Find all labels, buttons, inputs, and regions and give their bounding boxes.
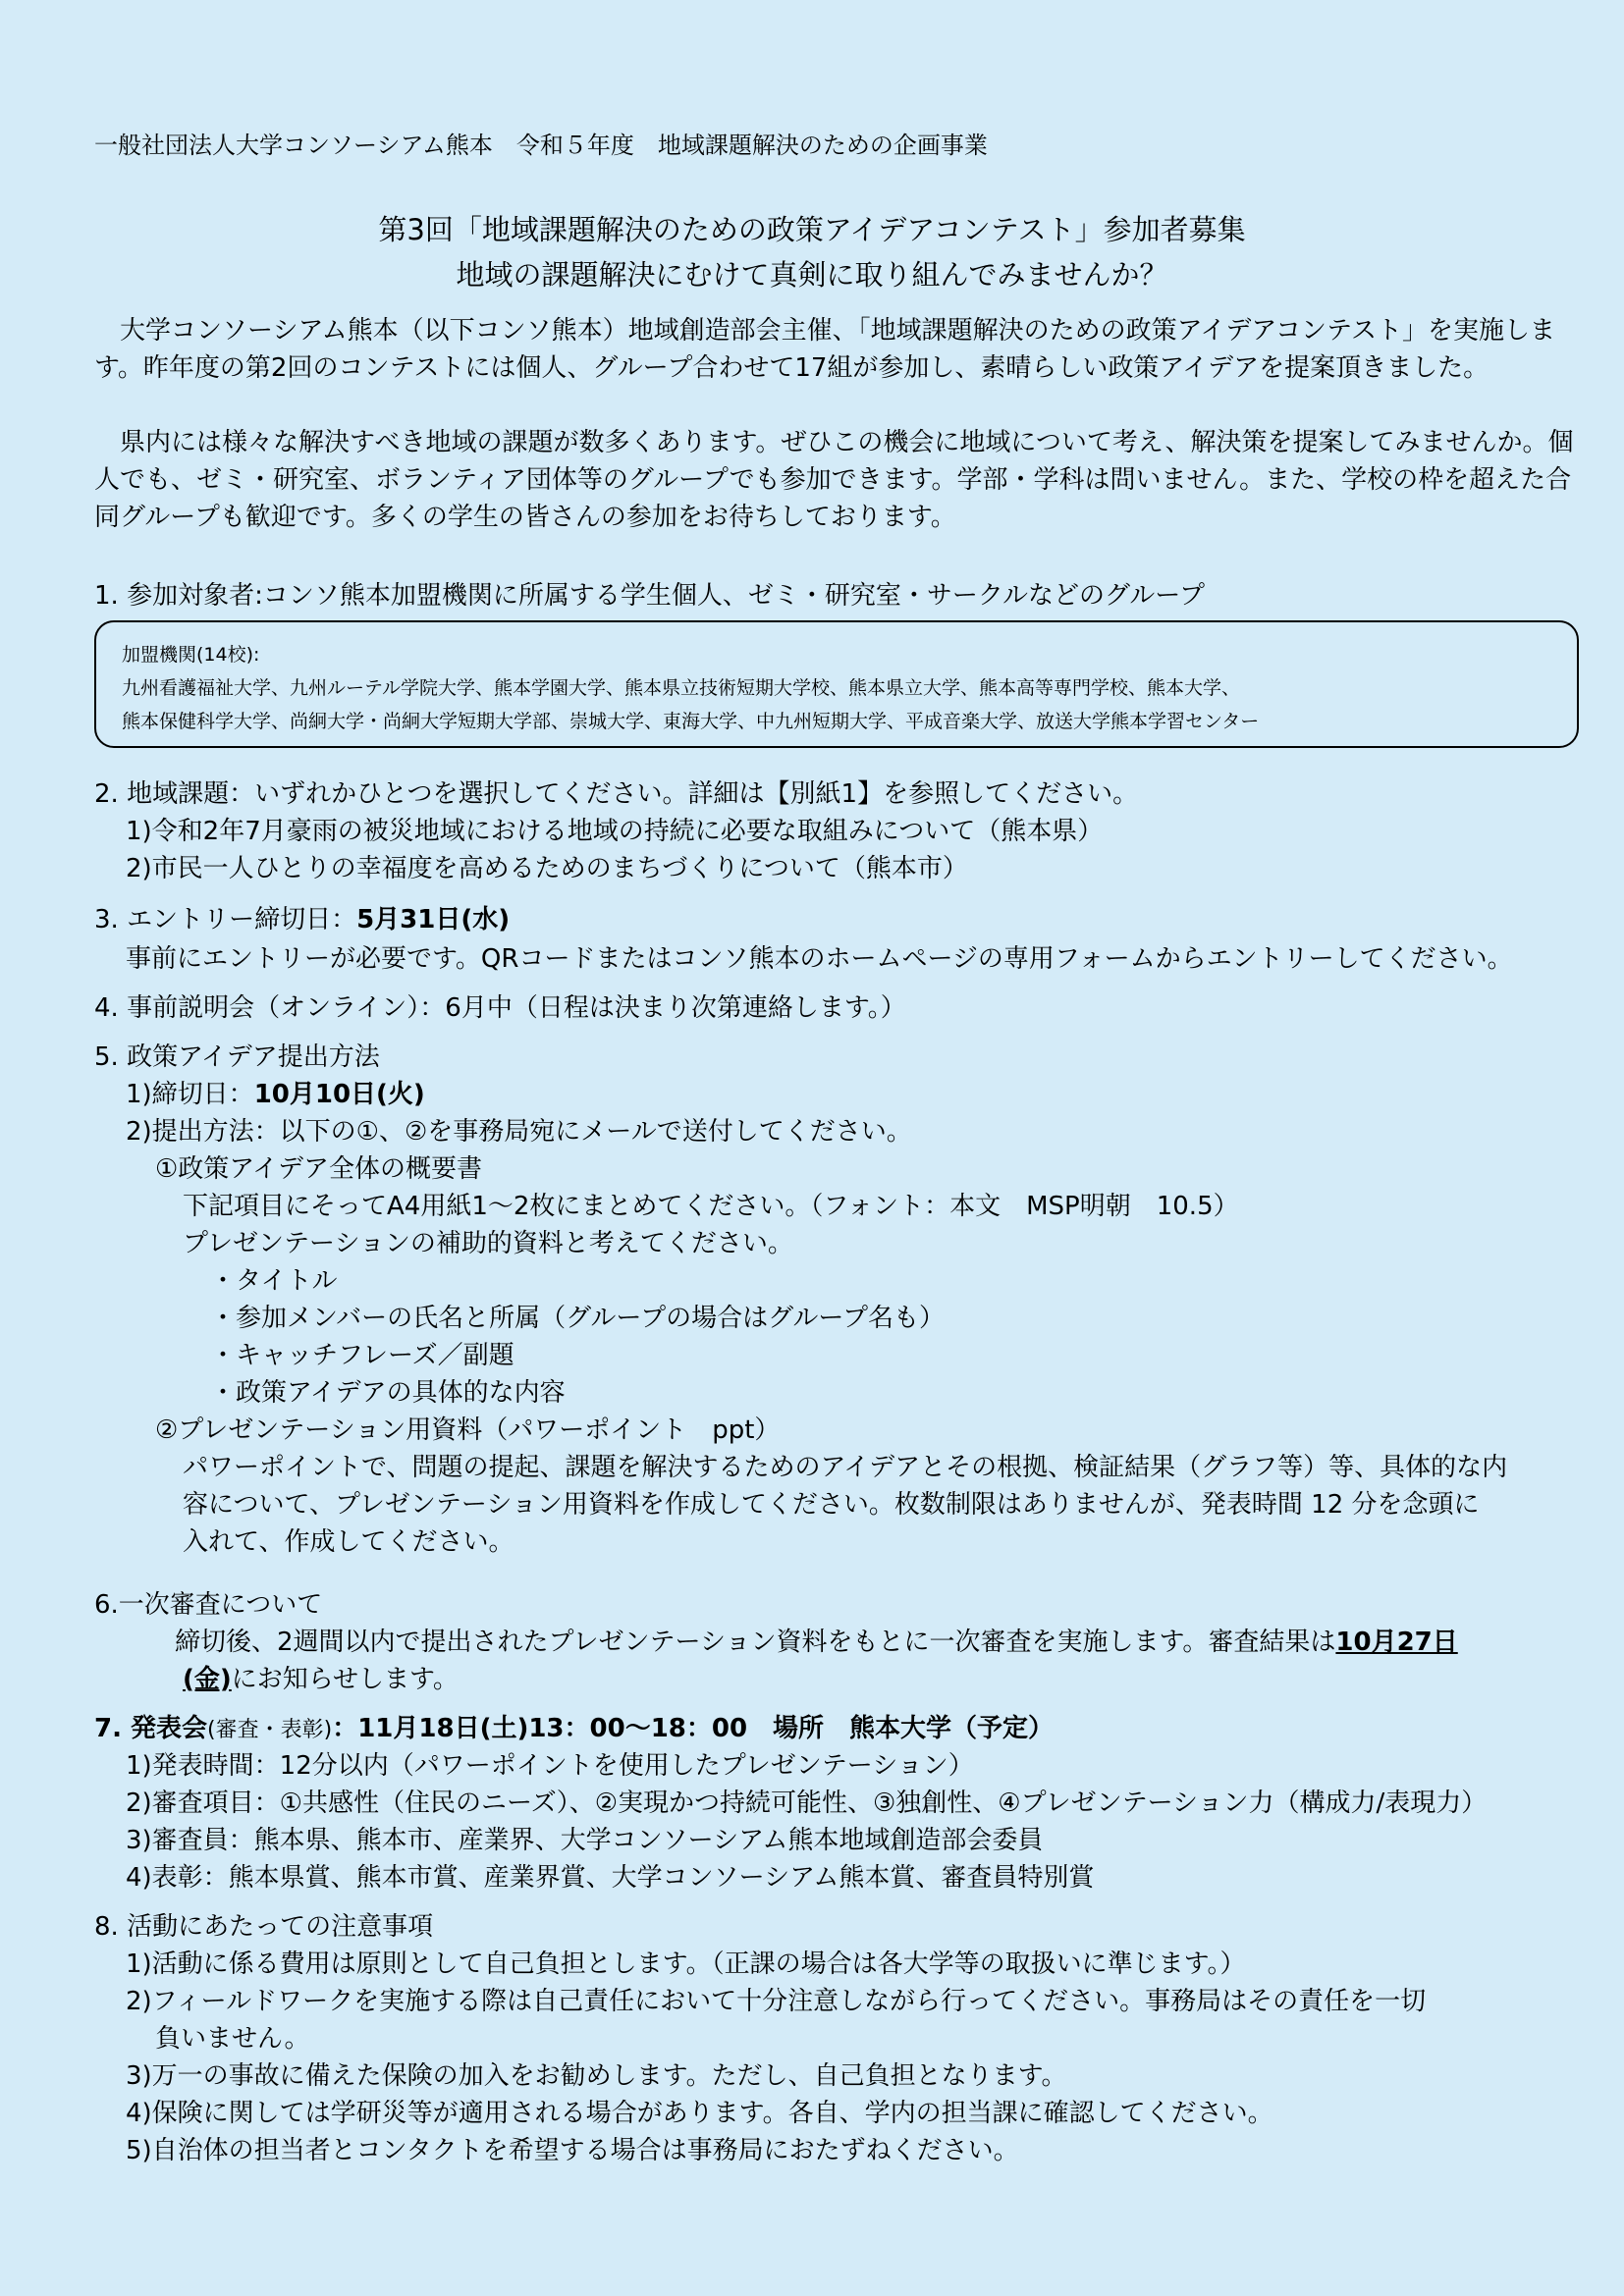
- document-1-title: ①政策アイデア全体の概要書: [155, 1154, 482, 1184]
- document-2-instructions-1: パワーポイントで、問題の提起、課題を解決するためのアイデアとその根拠、検証結果（グラフ等）等、具体的な内: [183, 1453, 1508, 1482]
- section-3-heading: [94, 899, 510, 935]
- screening-text: 締切後、2週間以内で提出されたプレゼンテーション資料をもとに一次審査を実施します。審査結果は: [175, 1628, 1336, 1657]
- notes-item: 2)フィールドワークを実施する際は自己責任において十分注意しながら行ってください。事務局はその責任を一切: [126, 1987, 1427, 2016]
- intro-paragraph-2: 県内には様々な解決すべき地域の課題が数多くあります。ぜひこの機会に地域について考え、解決策を提案してみませんか。個人でも、ゼミ・研究室、ボランティア団体等のグループでも参加できます。学部・学科は問いません。また、学校の枠を超えた合同グループも歓迎です。多くの学生の皆さんの参加をお待ちしております。: [94, 428, 1574, 532]
- intro-paragraph-1: 大学コンソーシアム熊本（以下コンソ熊本）地域創造部会主催、「地域課題解決のための政策アイデアコンテスト」を実施します。昨年度の第2回のコンテストには個人、グループ合わせて17組が参加し、素晴らしい政策アイデアを提案頂きました。: [94, 316, 1555, 383]
- issue-item-1: 1)令和2年7月豪雨の被災地域における地域の持続に必要な取組みについて（熊本県）: [126, 817, 1104, 846]
- member-institutions-line-1: 九州看護福祉大学、九州ルーテル学院大学、熊本学園大学、熊本県立技術短期大学校、熊本県立大学、熊本高等専門学校、熊本大学、: [122, 677, 1241, 699]
- document-1-instructions-1: 下記項目にそってA4用紙1～2枚にまとめてください。（フォント：本文 MSP明朝 10.5）: [183, 1192, 1239, 1221]
- member-institutions-label: 加盟機関(14校):: [122, 644, 260, 666]
- document-1-instructions-2: プレゼンテーションの補助的資料と考えてください。: [183, 1229, 793, 1258]
- member-institutions-line-2: 熊本保健科学大学、尚絅大学・尚絅大学短期大学部、崇城大学、東海大学、中九州短期大学、平成音楽大学、放送大学熊本学習センター: [122, 711, 1260, 732]
- notes-item: 5)自治体の担当者とコンタクトを希望する場合は事務局におたずねください。: [126, 2136, 1019, 2165]
- section-4-heading: 4. 事前説明会（オンライン）：6月中（日程は決まり次第連絡します。）: [94, 993, 906, 1023]
- presentation-date-venue: ：11月18日(土)13：00～18：00 場所 熊本大学（予定）: [332, 1714, 1055, 1743]
- contest-subtitle: 地域の課題解決にむけて真剣に取り組んでみませんか？: [456, 258, 1168, 292]
- submission-method: 2)提出方法：以下の①、②を事務局宛にメールで送付してください。: [126, 1117, 912, 1147]
- entry-instructions: 事前にエントリーが必要です。QRコードまたはコンソ熊本のホームページの専用フォームからエントリーしてください。: [126, 944, 1513, 974]
- section-6-heading: 6.一次審査について: [94, 1590, 323, 1620]
- entry-deadline-label: 3. エントリー締切日：: [94, 905, 357, 934]
- notes-item: 1)活動に係る費用は原則として自己負担とします。（正課の場合は各大学等の取扱いに準じます。）: [126, 1949, 1246, 1979]
- section-1-heading: 1. 参加対象者:コンソ熊本加盟機関に所属する学生個人、ゼミ・研究室・サークルなどのグループ: [94, 581, 1205, 611]
- section-8-heading: 8. 活動にあたっての注意事項: [94, 1912, 434, 1942]
- contest-title: 第3回「地域課題解決のための政策アイデアコンテスト」参加者募集: [378, 213, 1246, 246]
- document-2-instructions-2: 容について、プレゼンテーション用資料を作成してください。枚数制限はありませんが、発表時間 12 分を念頭に: [183, 1490, 1480, 1520]
- notes-item: 3)万一の事故に備えた保険の加入をお勧めします。ただし、自己負担となります。: [126, 2061, 1067, 2091]
- document-1-bullet: ・政策アイデアの具体的な内容: [210, 1378, 566, 1408]
- presentation-item: 3)審査員：熊本県、熊本市、産業界、大学コンソーシアム熊本地域創造部会委員: [126, 1826, 1044, 1855]
- document-2-instructions-3: 入れて、作成してください。: [183, 1527, 514, 1557]
- notes-item: 4)保険に関しては学研災等が適用される場合があります。各自、学内の担当課に確認してください。: [126, 2099, 1273, 2128]
- issue-item-2: 2)市民一人ひとりの幸福度を高めるためのまちづくりについて（熊本市）: [126, 854, 968, 883]
- submission-deadline: [126, 1074, 425, 1110]
- screening-notice: にお知らせします。: [231, 1665, 459, 1694]
- section-5-heading: 5. 政策アイデア提出方法: [94, 1042, 380, 1072]
- document-1-bullet: ・参加メンバーの氏名と所属（グループの場合はグループ名も）: [210, 1304, 946, 1333]
- screening-result-date: 10月27日: [1335, 1628, 1458, 1657]
- presentation-heading-label: 7. 発表会: [94, 1714, 208, 1743]
- notes-item-continuation: 負いません。: [155, 2024, 310, 2054]
- presentation-item: 1)発表時間：12分以内（パワーポイントを使用したプレゼンテーション）: [126, 1751, 974, 1781]
- submission-deadline-date: 10月10日(火): [253, 1080, 425, 1109]
- submission-deadline-label: 1)締切日：: [126, 1080, 254, 1109]
- section-7-heading: [94, 1708, 1054, 1744]
- document-1-bullet: ・タイトル: [210, 1266, 338, 1296]
- screening-line-1: [175, 1622, 1458, 1658]
- document-2-title: ②プレゼンテーション用資料（パワーポイント ppt）: [155, 1415, 781, 1445]
- organizer-header: 一般社団法人大学コンソーシアム熊本 令和５年度 地域課題解決のための企画事業: [94, 132, 988, 159]
- screening-result-weekday: (金): [183, 1665, 232, 1694]
- member-institutions-box: [94, 620, 1579, 748]
- screening-line-2: [183, 1659, 459, 1695]
- entry-deadline-date: 5月31日(水): [356, 905, 511, 934]
- presentation-heading-note: (審査・表彰): [207, 1718, 333, 1742]
- presentation-item: 2)審査項目：①共感性（住民のニーズ）、②実現かつ持続可能性、③独創性、④プレゼンテーション力（構成力/表現力）: [126, 1789, 1488, 1818]
- section-2-heading: 2. 地域課題：いずれかひとつを選択してください。詳細は【別紙1】を参照してください。: [94, 779, 1139, 809]
- presentation-item: 4)表彰：熊本県賞、熊本市賞、産業界賞、大学コンソーシアム熊本賞、審査員特別賞: [126, 1863, 1095, 1893]
- document-1-bullet: ・キャッチフレーズ／副題: [210, 1341, 514, 1370]
